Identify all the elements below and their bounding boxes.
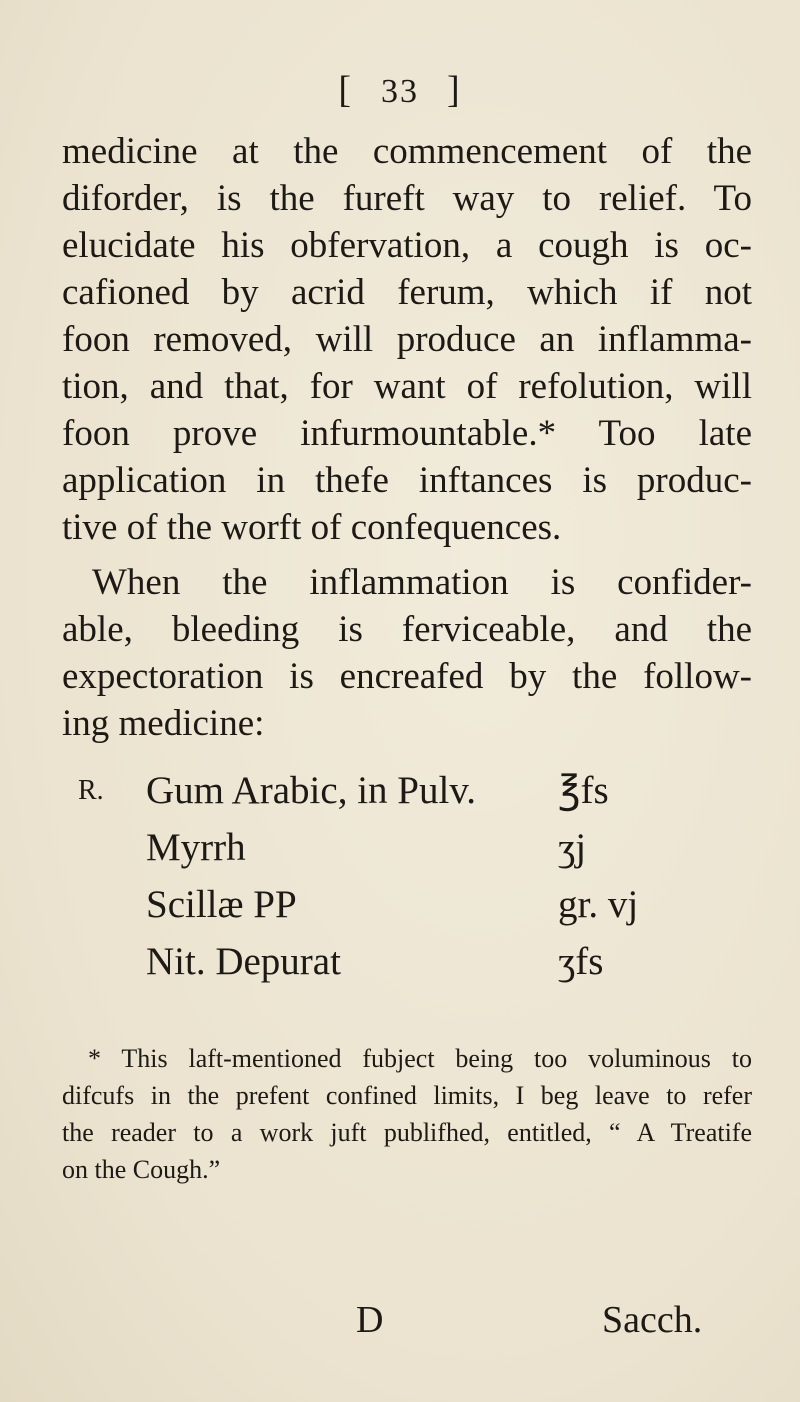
signature-mark: D bbox=[356, 1299, 384, 1341]
prescription bbox=[78, 762, 698, 990]
text-line: application in thefe inftances is produc- bbox=[62, 460, 752, 501]
header-close-bracket: ] bbox=[447, 69, 462, 111]
prescription-row bbox=[78, 933, 698, 990]
text-line: foon prove infurmountable.* Too late bbox=[62, 413, 752, 454]
ingredient-amount: gr. vj bbox=[558, 883, 639, 926]
prescription-row bbox=[78, 876, 698, 933]
ingredient-name: Myrrh bbox=[146, 826, 246, 869]
ingredient-name: Nit. Depurat bbox=[146, 940, 341, 983]
text-line: ing medicine: bbox=[62, 703, 265, 744]
paragraph-1 bbox=[62, 128, 752, 551]
text-line: medicine at the commencement of the bbox=[62, 131, 752, 172]
ingredient-amount: ℥fs bbox=[558, 769, 609, 812]
ingredient-name: Gum Arabic, in Pulv. bbox=[146, 769, 477, 812]
catchword: Sacch. bbox=[602, 1299, 703, 1341]
footnote-line: on the Cough.” bbox=[62, 1155, 221, 1184]
footnote-line: difcufs in the prefent confined limits, I beg leave to refer bbox=[62, 1081, 752, 1110]
ingredient-amount: ʒj bbox=[558, 826, 587, 869]
ingredient-amount: ʒfs bbox=[558, 940, 604, 983]
text-line: expectoration is encreafed by the follow- bbox=[62, 656, 752, 697]
text-line: cafioned by acrid ferum, which if not bbox=[62, 272, 752, 313]
footnote-line: the reader to a work juft publifhed, entitled, “ A Treatife bbox=[62, 1118, 752, 1147]
text-line: When the inflammation is confider- bbox=[92, 562, 752, 603]
text-line: able, bleeding is ferviceable, and the bbox=[62, 609, 752, 650]
text-line: diforder, is the fureft way to relief. To bbox=[62, 178, 752, 219]
text-line: foon removed, will produce an inflamma- bbox=[62, 319, 752, 360]
prescription-row bbox=[78, 762, 698, 819]
text-line: elucidate his obfervation, a cough is oc- bbox=[62, 225, 752, 266]
prescription-row bbox=[78, 819, 698, 876]
recipe-symbol: R. bbox=[78, 775, 104, 806]
page-number: 33 bbox=[381, 73, 419, 110]
page-header bbox=[0, 68, 800, 112]
header-open-bracket: [ bbox=[338, 69, 353, 111]
text-line: tive of the worft of confequences. bbox=[62, 507, 562, 548]
ingredient-name: Scillæ PP bbox=[146, 883, 297, 926]
footnote bbox=[62, 1040, 752, 1188]
paragraph-2 bbox=[62, 559, 752, 747]
text-line: tion, and that, for want of refolution, will bbox=[62, 366, 752, 407]
footnote-line: * This laft-mentioned fubject being too voluminous to bbox=[88, 1044, 752, 1073]
